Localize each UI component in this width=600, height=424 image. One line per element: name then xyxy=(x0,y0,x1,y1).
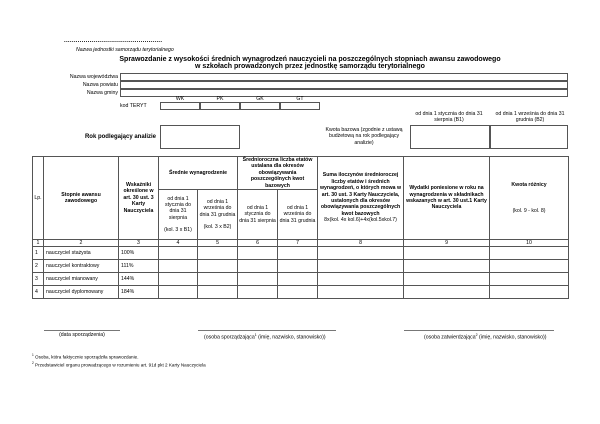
table-row xyxy=(33,286,569,299)
teryt-gt-field[interactable] xyxy=(280,102,320,110)
row-stopien: nauczyciel stażysta xyxy=(44,247,119,260)
approver-rest: (imię, nazwisko, stanowisko)) xyxy=(477,334,547,341)
footnote-2-text: Przedstawiciel organu prowadzącego w rozumieniu art. 91d pkt 2 Karty Nauczyciela xyxy=(33,362,206,368)
preparer-signature-line[interactable] xyxy=(198,330,336,331)
cell-input[interactable] xyxy=(490,260,569,273)
b2-label: od dnia 1 września do dnia 31 grudnia (B2) xyxy=(495,111,565,124)
footnote-1-text: Osoba, która faktycznie sporządziła sprawozdanie. xyxy=(33,354,139,360)
cell-input[interactable] xyxy=(278,273,318,286)
col-et-a-header: od dnia 1 stycznia do dnia 31 sierpnia xyxy=(238,190,278,240)
col-number: 2 xyxy=(44,240,119,247)
cell-input[interactable] xyxy=(318,247,404,260)
footnote-2-sup: 2 xyxy=(32,361,34,365)
col-number: 1 xyxy=(33,240,44,247)
report-title-line1: Sprawozdanie z wysokości średnich wynagrodzeń nauczycieli na poszczególnych stopniach awansu zawodowego xyxy=(119,56,501,63)
row-wskaznik: 144% xyxy=(119,273,159,286)
year-field[interactable] xyxy=(160,125,240,149)
cell-input[interactable] xyxy=(159,273,198,286)
table-row xyxy=(33,247,569,260)
cell-input[interactable] xyxy=(490,286,569,299)
cell-input[interactable] xyxy=(490,273,569,286)
salary-table xyxy=(32,156,569,299)
cell-input[interactable] xyxy=(404,286,490,299)
col-number: 4 xyxy=(159,240,198,247)
approver-label: (osoba zatwierdzająca xyxy=(424,334,476,341)
cell-input[interactable] xyxy=(404,273,490,286)
b1-label: od dnia 1 stycznia do dnia 31 sierpnia (B1) xyxy=(415,111,483,124)
suma-header-formula: 8x(kol. 4x kol.6)+4x(kol.5xkol.7) xyxy=(324,217,397,224)
row-wskaznik: 184% xyxy=(119,286,159,299)
cell-input[interactable] xyxy=(404,247,490,260)
cell-input[interactable] xyxy=(238,273,278,286)
cell-input[interactable] xyxy=(318,260,404,273)
row-lp: 4 xyxy=(33,286,44,299)
approver-signature-line[interactable] xyxy=(404,330,554,331)
preparer-label: (osoba sporządzająca xyxy=(204,334,255,341)
cell-input[interactable] xyxy=(404,260,490,273)
approver-caption xyxy=(424,332,546,341)
cell-input[interactable] xyxy=(238,260,278,273)
col-number: 7 xyxy=(278,240,318,247)
cell-input[interactable] xyxy=(490,247,569,260)
approver-sup: 2 xyxy=(475,333,478,337)
gmina-label: Nazwa gminy xyxy=(86,90,118,96)
sr-a-text: od dnia 1 stycznia do dnia 31 sierpnia xyxy=(165,195,191,221)
teryt-wk-label: WK xyxy=(175,96,185,102)
row-wskaznik: 111% xyxy=(119,260,159,273)
powiat-label: Nazwa powiatu xyxy=(82,82,118,88)
row-lp: 1 xyxy=(33,247,44,260)
teryt-label: kod TERYT xyxy=(120,103,147,109)
col-sr-a-header xyxy=(159,190,198,240)
col-wydatki-header: Wydatki poniesione w roku na wynagrodzenia w składnikach wskazanych w art. 30 ust.1 Karty Nauczyciela xyxy=(404,157,490,240)
col-etaty-header: Średnioroczna liczba etatów ustalana dla okresów obowiązywania poszczególnych kwot bazowych xyxy=(238,157,318,190)
cell-input[interactable] xyxy=(238,286,278,299)
row-lp: 3 xyxy=(33,273,44,286)
date-signature-line[interactable] xyxy=(44,330,120,331)
table-row xyxy=(33,260,569,273)
powiat-field[interactable] xyxy=(120,81,568,89)
year-label: Rok podlegający analizie xyxy=(84,134,156,140)
col-number: 6 xyxy=(238,240,278,247)
col-number: 3 xyxy=(119,240,159,247)
footnote-1-sup: 1 xyxy=(32,353,34,357)
col-number: 10 xyxy=(490,240,569,247)
institution-name-caption: Nazwa jednostki samorządu terytorialnego xyxy=(76,47,174,53)
kwota-header-formula: (kol. 9 - kol. 8) xyxy=(512,208,546,215)
col-suma-header xyxy=(318,157,404,240)
teryt-gk-label: GK xyxy=(256,96,264,102)
cell-input[interactable] xyxy=(278,247,318,260)
col-sr-b-header xyxy=(198,190,238,240)
institution-name-dots: .................................................. xyxy=(64,38,163,44)
cell-input[interactable] xyxy=(318,286,404,299)
row-wskaznik: 100% xyxy=(119,247,159,260)
cell-input[interactable] xyxy=(198,260,238,273)
cell-input[interactable] xyxy=(318,273,404,286)
col-kwota-header xyxy=(490,157,569,240)
kwota-header-text: Kwota różnicy xyxy=(511,181,547,188)
cell-input[interactable] xyxy=(278,260,318,273)
col-wskazniki-header: Wskaźniki określone w art. 30 ust. 3 Karty Nauczyciela xyxy=(119,157,159,240)
cell-input[interactable] xyxy=(198,247,238,260)
teryt-gk-field[interactable] xyxy=(240,102,280,110)
cell-input[interactable] xyxy=(278,286,318,299)
col-srednie-header: Średnie wynagrodzenie xyxy=(159,157,238,190)
sr-b-text: od dnia 1 września do dnia 31 grudnia xyxy=(199,198,236,218)
report-title-line2: w szkołach prowadzonych przez jednostkę samorządu terytorialnego xyxy=(195,63,425,70)
cell-input[interactable] xyxy=(238,247,278,260)
col-stopien-header: Stopnie awansu zawodowego xyxy=(44,157,119,240)
col-lp-header: Lp. xyxy=(33,157,44,240)
col-et-b-header: od dnia 1 września do dnia 31 grudnia xyxy=(278,190,318,240)
cell-input[interactable] xyxy=(159,247,198,260)
teryt-pk-field[interactable] xyxy=(200,102,240,110)
date-caption: (data sporządzenia) xyxy=(59,332,105,338)
teryt-wk-field[interactable] xyxy=(160,102,200,110)
row-stopien: nauczyciel kontraktowy xyxy=(44,260,119,273)
teryt-pk-label: PK xyxy=(216,96,224,102)
col-number: 8 xyxy=(318,240,404,247)
cell-input[interactable] xyxy=(159,260,198,273)
col-number: 5 xyxy=(198,240,238,247)
wojewodztwo-field[interactable] xyxy=(120,73,568,81)
sr-b-formula: (kol. 3 x B2) xyxy=(203,223,232,230)
b2-field[interactable] xyxy=(490,125,568,149)
teryt-gt-label: GT xyxy=(296,96,304,102)
cell-input[interactable] xyxy=(198,286,238,299)
kwota-bazowa-label: Kwota bazowa (zgodnie z ustawą budżetową na rok podlegający analizie) xyxy=(325,127,403,146)
preparer-sup: 1 xyxy=(254,333,257,337)
suma-header-text: Suma iloczynów średnioroczej liczby etatów i średnich wynagrodzeń, o których mowa w art. 30 ust. 3 Karty Nauczyciela, ustalonych dla okresów obowiązywania poszczególnych kwot bazowych xyxy=(320,172,402,217)
row-lp: 2 xyxy=(33,260,44,273)
sr-a-formula: (kol. 3 x B1) xyxy=(164,227,192,234)
wojewodztwo-label: Nazwa województwa xyxy=(69,74,118,80)
table-row xyxy=(33,273,569,286)
cell-input[interactable] xyxy=(159,286,198,299)
footnote-2 xyxy=(32,360,206,369)
col-number: 9 xyxy=(404,240,490,247)
b1-field[interactable] xyxy=(410,125,490,149)
preparer-rest: (imię, nazwisko, stanowisko)) xyxy=(256,334,326,341)
preparer-caption xyxy=(204,332,326,341)
cell-input[interactable] xyxy=(198,273,238,286)
row-stopien: nauczyciel dyplomowany xyxy=(44,286,119,299)
row-stopien: nauczyciel mianowany xyxy=(44,273,119,286)
